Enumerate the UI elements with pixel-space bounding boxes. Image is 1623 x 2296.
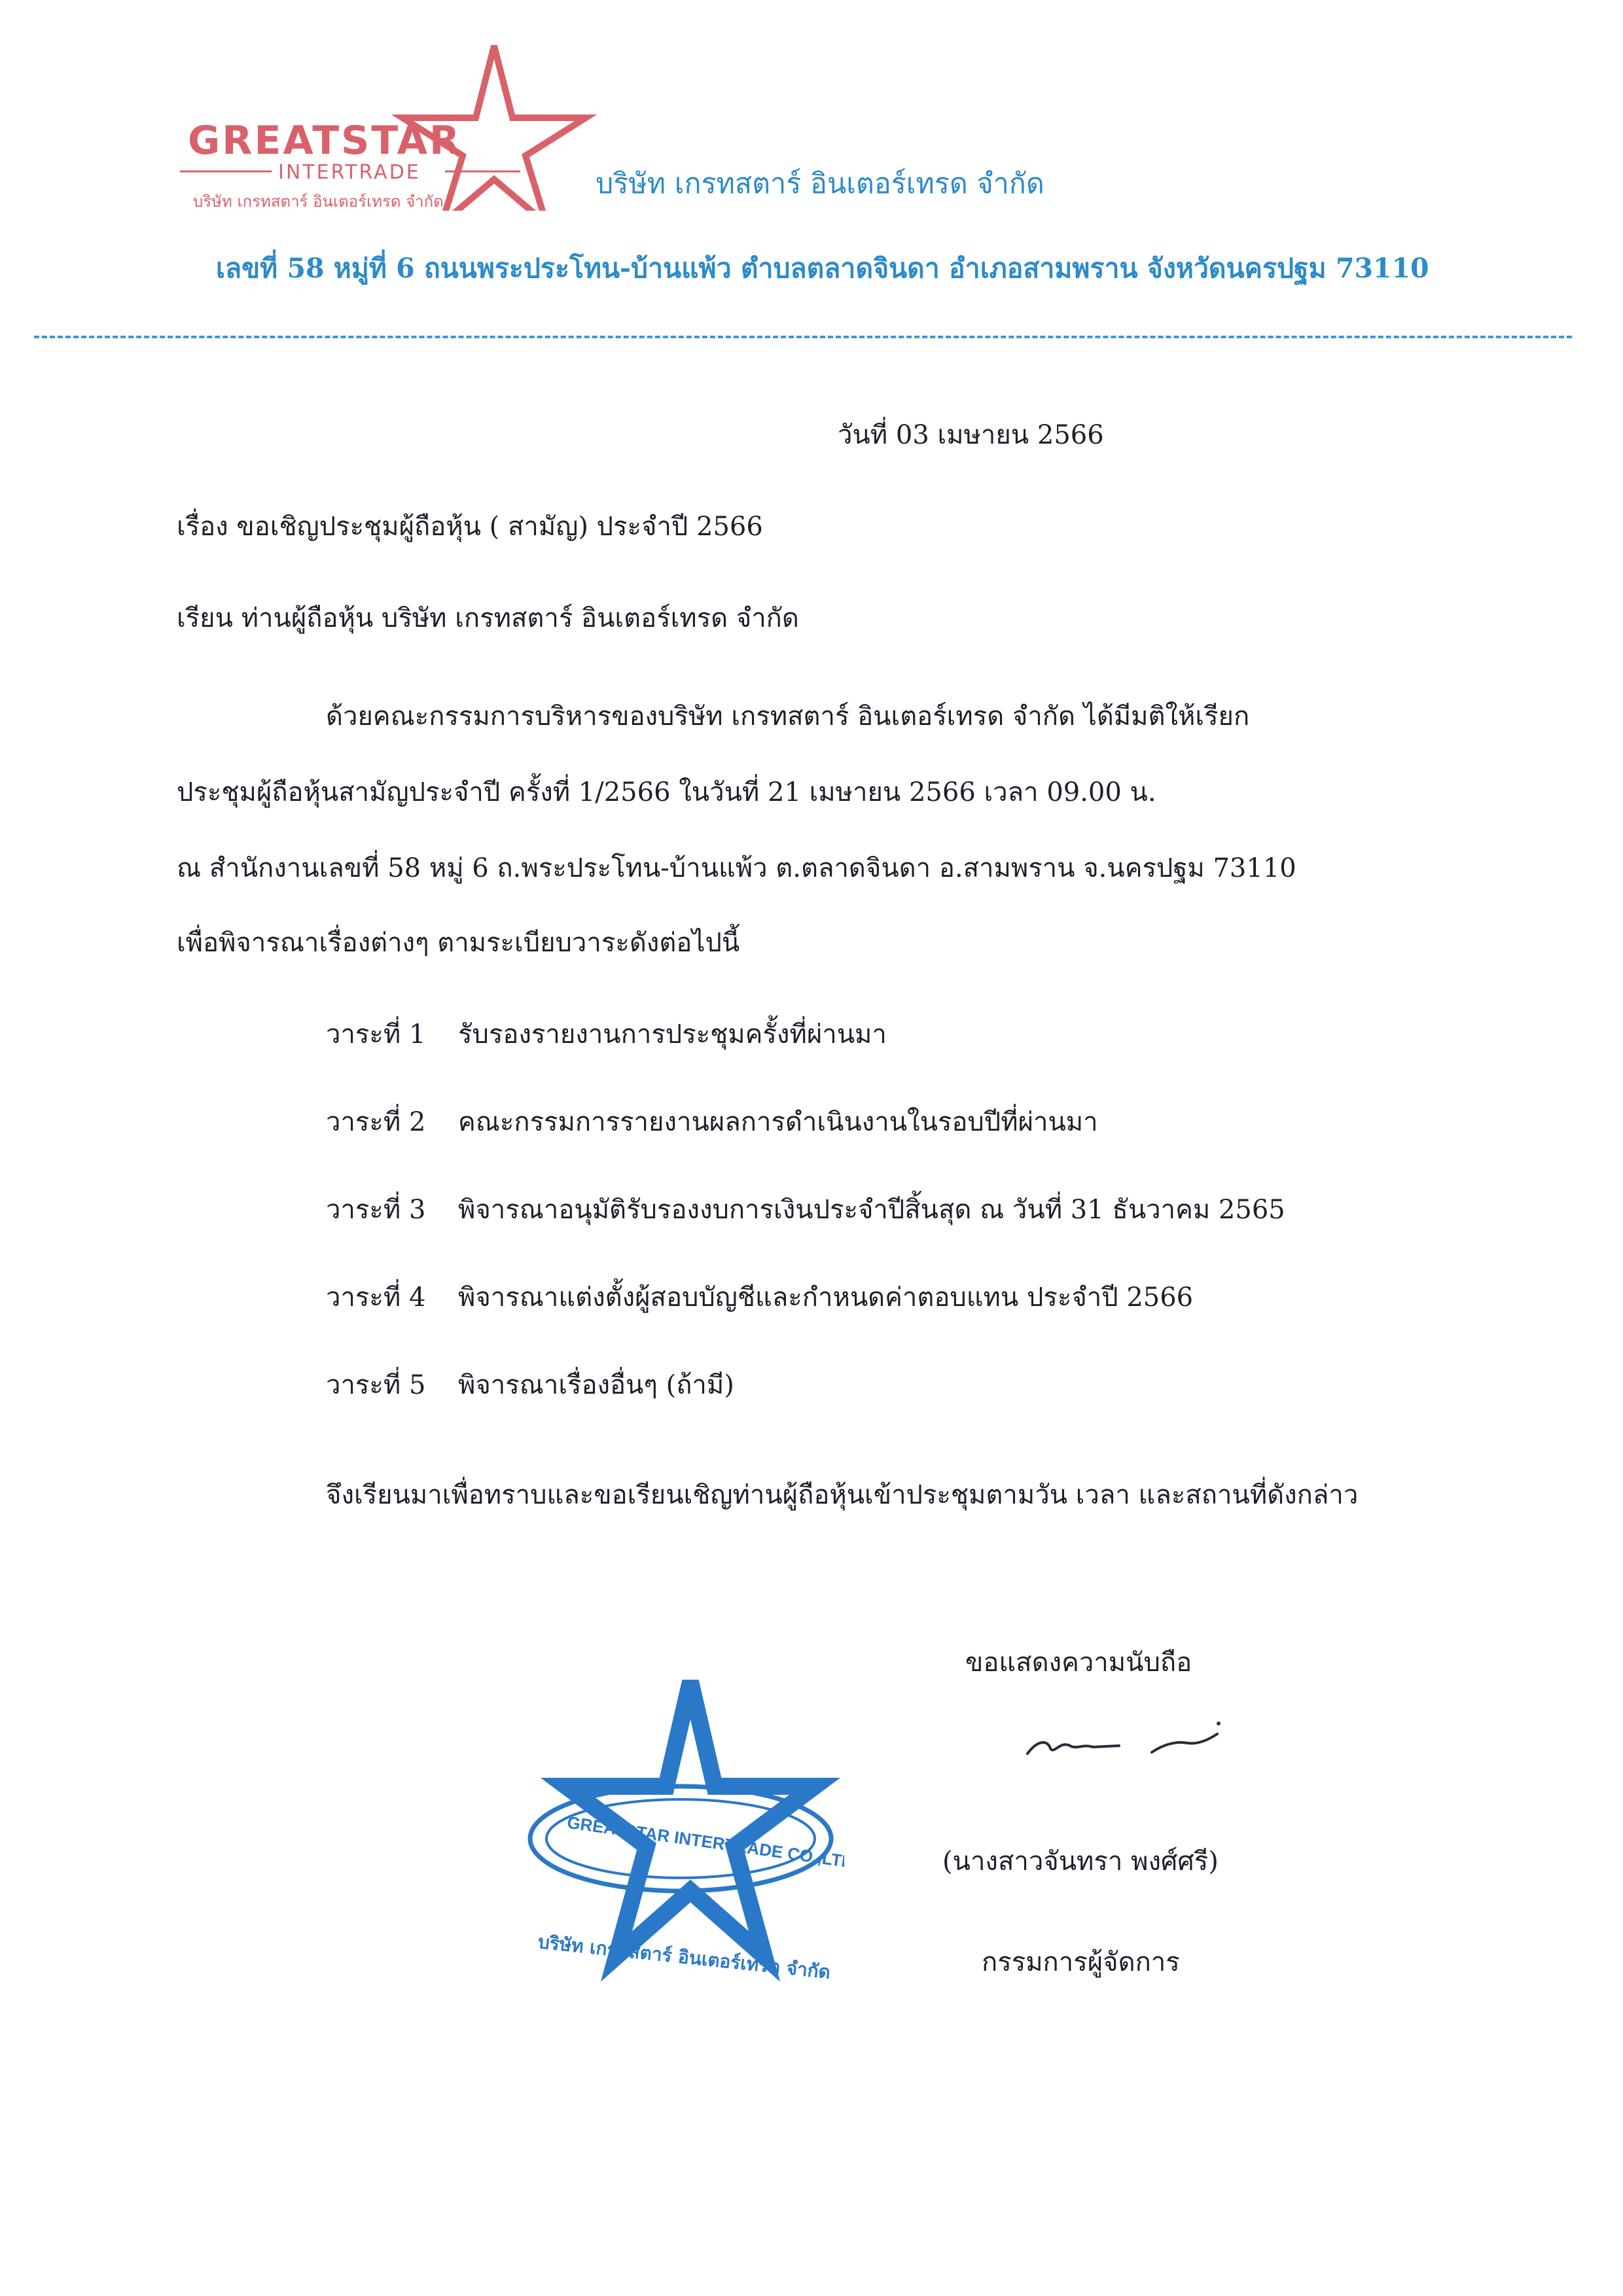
agenda-label: วาระที่ 5 [326,1370,426,1400]
header-divider [34,336,1572,338]
signer-name: (นางสาวจันทรา พงศ์ศรี) [942,1846,1219,1877]
agenda-text: พิจารณาแต่งตั้งผู้สอบบัญชีและกำหนดค่าตอบแทน ประจำปี 2566 [458,1282,1194,1313]
logo-subtitle: INTERTRADE [278,161,421,184]
agenda-text: พิจารณาเรื่องอื่นๆ (ถ้ามี) [458,1370,734,1400]
company-logo [180,41,599,211]
closing-regards: ขอแสดงความนับถือ [965,1648,1192,1678]
signature-icon [1021,1714,1230,1773]
company-stamp [524,1675,844,1989]
letter-recipient: เรียน ท่านผู้ถือหุ้น บริษัท เกรทสตาร์ อินเตอร์เทรด จำกัด [177,603,799,633]
company-name: บริษัท เกรทสตาร์ อินเตอร์เทรด จำกัด [596,168,1044,200]
stamp-thai-text: บริษัท เกรทสตาร์ อินเตอร์เทรด จำกัด [537,1931,832,1983]
agenda-text: พิจารณาอนุมัติรับรองงบการเงินประจำปีสิ้นสุด ณ วันที่ 31 ธันวาคม 2565 [458,1195,1285,1225]
logo-wordmark: GREATSTAR [188,118,462,164]
body-line: ณ สำนักงานเลขที่ 58 หมู่ 6 ถ.พระประโทน-บ้านแพ้ว ต.ตลาดจินดา อ.สามพราน จ.นครปฐม 73110 [177,853,1296,883]
letter-date: วันที่ 03 เมษายน 2566 [838,420,1104,450]
agenda-label: วาระที่ 3 [326,1195,426,1225]
logo-thai-name: บริษัท เกรทสตาร์ อินเตอร์เทรด จำกัด [193,192,444,211]
agenda-label: วาระที่ 2 [326,1107,426,1137]
body-line: ด้วยคณะกรรมการบริหารของบริษัท เกรทสตาร์ อินเตอร์เทรด จำกัด ได้มีมติให้เรียก [326,701,1250,732]
company-address: เลขที่ 58 หมู่ที่ 6 ถนนพระประโทน-บ้านแพ้ว ตำบลตลาดจินดา อำเภอสามพราน จังหวัดนครปฐม 73110 [216,253,1429,284]
letter-subject: เรื่อง ขอเชิญประชุมผู้ถือหุ้น ( สามัญ) ประจำปี 2566 [177,512,763,542]
body-line: ประชุมผู้ถือหุ้นสามัญประจำปี ครั้งที่ 1/2566 ในวันที่ 21 เมษายน 2566 เวลา 09.00 น. [177,777,1156,807]
agenda-text: คณะกรรมการรายงานผลการดำเนินงานในรอบปีที่ผ่านมา [458,1107,1098,1137]
agenda-text: รับรองรายงานการประชุมครั้งที่ผ่านมา [458,1019,887,1050]
closing-line: จึงเรียนมาเพื่อทราบและขอเรียนเชิญท่านผู้ถือหุ้นเข้าประชุมตามวัน เวลา และสถานที่ดังกล่าว [326,1480,1359,1510]
star-stamp-icon [524,1675,844,1989]
agenda-label: วาระที่ 1 [326,1019,426,1050]
agenda-label: วาระที่ 4 [326,1282,426,1313]
signer-title: กรรมการผู้จัดการ [982,1947,1180,1977]
stamp-english-text: GREATSTAR INTERTRADE CO.,LTD. [565,1812,844,1873]
body-line: เพื่อพิจารณาเรื่องต่างๆ ตามระเบียบวาระดังต่อไปนี้ [177,928,740,958]
